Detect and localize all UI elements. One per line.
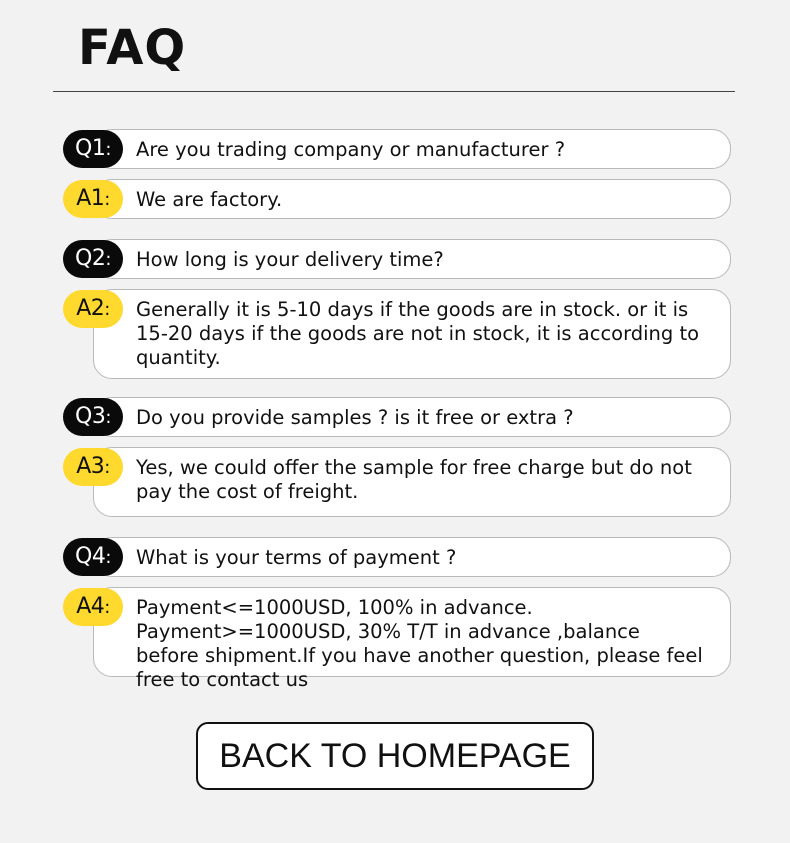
page-title: FAQ <box>78 20 187 76</box>
answer-4-badge: A4: <box>63 588 123 626</box>
title-divider <box>53 91 735 92</box>
answer-4-box <box>93 587 731 691</box>
question-2-box <box>93 239 731 279</box>
answer-1-text: We are factory. <box>136 188 283 211</box>
answer-1-badge: A1: <box>63 180 123 218</box>
question-4-box <box>93 537 731 577</box>
answer-3-box <box>93 447 731 517</box>
answer-4-text: Payment<=1000USD, 100% in advance. Payment>=1000USD, 30% T/T in advance ,balance before shipment.If you have another question, please feel free to contact us <box>136 596 703 691</box>
answer-3-text: Yes, we could offer the sample for free charge but do not pay the cost of freight. <box>136 456 692 503</box>
question-2-badge: Q2: <box>63 240 123 278</box>
question-3-text: Do you provide samples ? is it free or extra ? <box>136 406 574 429</box>
answer-1-box <box>93 179 731 219</box>
question-2-text: How long is your delivery time? <box>136 248 444 271</box>
answer-2-box <box>93 289 731 379</box>
question-1-text: Are you trading company or manufacturer ? <box>136 138 566 161</box>
question-3-badge: Q3: <box>63 398 123 436</box>
answer-3-badge: A3: <box>63 448 123 486</box>
question-1-box <box>93 129 731 169</box>
answer-2-text: Generally it is 5-10 days if the goods are in stock. or it is 15-20 days if the goods are not in stock, it is according to quantity. <box>136 298 700 369</box>
question-3-box <box>93 397 731 437</box>
answer-2-badge: A2: <box>63 290 123 328</box>
question-4-badge: Q4: <box>63 538 123 576</box>
back-to-homepage-button[interactable]: BACK TO HOMEPAGE <box>196 722 594 790</box>
question-1-badge: Q1: <box>63 130 123 168</box>
question-4-text: What is your terms of payment ? <box>136 546 457 569</box>
